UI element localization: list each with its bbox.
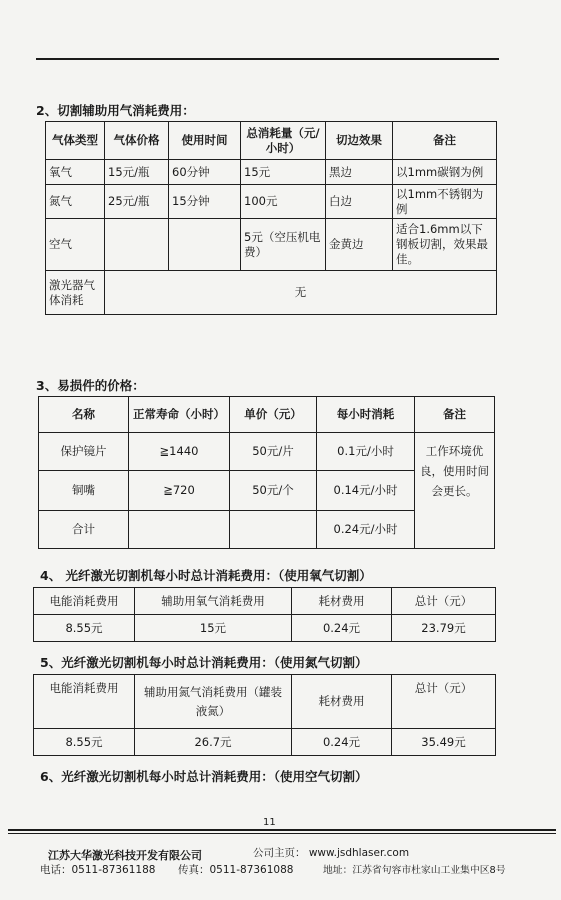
section3-heading: 3、易损件的价格： [36, 378, 145, 393]
table-cell [230, 511, 317, 549]
table-cell: 白边 [326, 185, 393, 219]
table-cell: 8.55元 [34, 729, 135, 756]
table-cell: 5元（空压机电费） [241, 219, 326, 271]
footer-rule-thin [8, 833, 556, 834]
table-row [34, 729, 496, 756]
col-electric-cost: 电能消耗费用 [34, 675, 135, 729]
table-cell: 空气 [46, 219, 105, 271]
table-cell: ≧1440 [129, 433, 230, 471]
table-cell [105, 219, 169, 271]
page-number: 11 [263, 817, 276, 828]
table-cell: 激光器气体消耗 [46, 271, 105, 315]
table-row [46, 219, 497, 271]
table-row [46, 271, 497, 315]
table-cell: 工作环境优良，使用时间会更长。 [415, 433, 495, 549]
col-consumables-cost: 耗材费用 [292, 675, 392, 729]
table-cell: ≧720 [129, 471, 230, 511]
table-row [34, 615, 496, 642]
consumables-table [38, 396, 495, 549]
table-cell: 氮气 [46, 185, 105, 219]
table-row [39, 433, 495, 471]
col-nitrogen-cost: 辅助用氮气消耗费用（罐装液氮） [135, 675, 292, 729]
table-cell [169, 219, 241, 271]
table-cell: 合计 [39, 511, 129, 549]
col-remarks: 备注 [393, 122, 497, 160]
footer-homepage: 公司主页： www.jsdhlaser.com [253, 847, 410, 859]
table-cell: 60分钟 [169, 160, 241, 185]
oxygen-total-table [33, 587, 496, 642]
col-consumables-cost: 耗材费用 [292, 588, 392, 615]
table-cell: 以1mm不锈钢为例 [393, 185, 497, 219]
table-cell: 15元/瓶 [105, 160, 169, 185]
col-gas-price: 气体价格 [105, 122, 169, 160]
section2-heading: 2、切割辅助用气消耗费用： [36, 103, 195, 118]
section6-heading: 6、光纤激光切割机每小时总计消耗费用：（使用空气切割） [40, 769, 368, 784]
col-oxygen-cost: 辅助用氧气消耗费用 [135, 588, 292, 615]
col-usage-time: 使用时间 [169, 122, 241, 160]
section4-heading: 4、 光纤激光切割机每小时总计消耗费用：（使用氧气切割） [40, 568, 372, 583]
col-normal-life: 正常寿命（小时） [129, 397, 230, 433]
table-cell: 0.14元/小时 [317, 471, 415, 511]
table-cell: 金黄边 [326, 219, 393, 271]
col-remarks: 备注 [415, 397, 495, 433]
col-cut-edge: 切边效果 [326, 122, 393, 160]
table-cell: 15元 [135, 615, 292, 642]
table-cell: 8.55元 [34, 615, 135, 642]
table-cell: 黑边 [326, 160, 393, 185]
footer-fax: 传真：0511-87361088 [178, 864, 294, 876]
nitrogen-total-table [33, 674, 496, 756]
table-cell: 0.1元/小时 [317, 433, 415, 471]
footer-company: 江苏大华激光科技开发有限公司 [48, 849, 202, 862]
col-total-consumption: 总消耗量（元/小时） [241, 122, 326, 160]
table-cell: 氧气 [46, 160, 105, 185]
footer-address: 地址：江苏省句容市杜家山工业集中区8号 [323, 865, 506, 876]
col-name: 名称 [39, 397, 129, 433]
table-cell: 100元 [241, 185, 326, 219]
table-cell: 无 [105, 271, 497, 315]
table-cell: 50元/个 [230, 471, 317, 511]
table-cell: 铜嘴 [39, 471, 129, 511]
footer-phone: 电话：0511-87361188 [40, 864, 156, 876]
section5-heading: 5、光纤激光切割机每小时总计消耗费用：（使用氮气切割） [40, 655, 368, 670]
table-cell: 35.49元 [392, 729, 496, 756]
table-cell: 保护镜片 [39, 433, 129, 471]
col-hourly-cost: 每小时消耗 [317, 397, 415, 433]
col-total: 总计（元） [392, 675, 496, 729]
col-electric-cost: 电能消耗费用 [34, 588, 135, 615]
footer-rule-thick [8, 829, 556, 831]
table-cell: 25元/瓶 [105, 185, 169, 219]
table-cell: 适合1.6mm以下钢板切割，效果最佳。 [393, 219, 497, 271]
table-cell: 26.7元 [135, 729, 292, 756]
col-unit-price: 单价（元） [230, 397, 317, 433]
table-cell [129, 511, 230, 549]
table-cell: 23.79元 [392, 615, 496, 642]
header-rule [36, 58, 499, 60]
table-row [46, 185, 497, 219]
table-row [46, 160, 497, 185]
table-cell: 0.24元/小时 [317, 511, 415, 549]
table-cell: 以1mm碳钢为例 [393, 160, 497, 185]
gas-consumption-table [45, 121, 497, 315]
col-gas-type: 气体类型 [46, 122, 105, 160]
col-total: 总计（元） [392, 588, 496, 615]
table-cell: 0.24元 [292, 729, 392, 756]
table-cell: 15分钟 [169, 185, 241, 219]
table-cell: 15元 [241, 160, 326, 185]
table-cell: 50元/片 [230, 433, 317, 471]
table-cell: 0.24元 [292, 615, 392, 642]
